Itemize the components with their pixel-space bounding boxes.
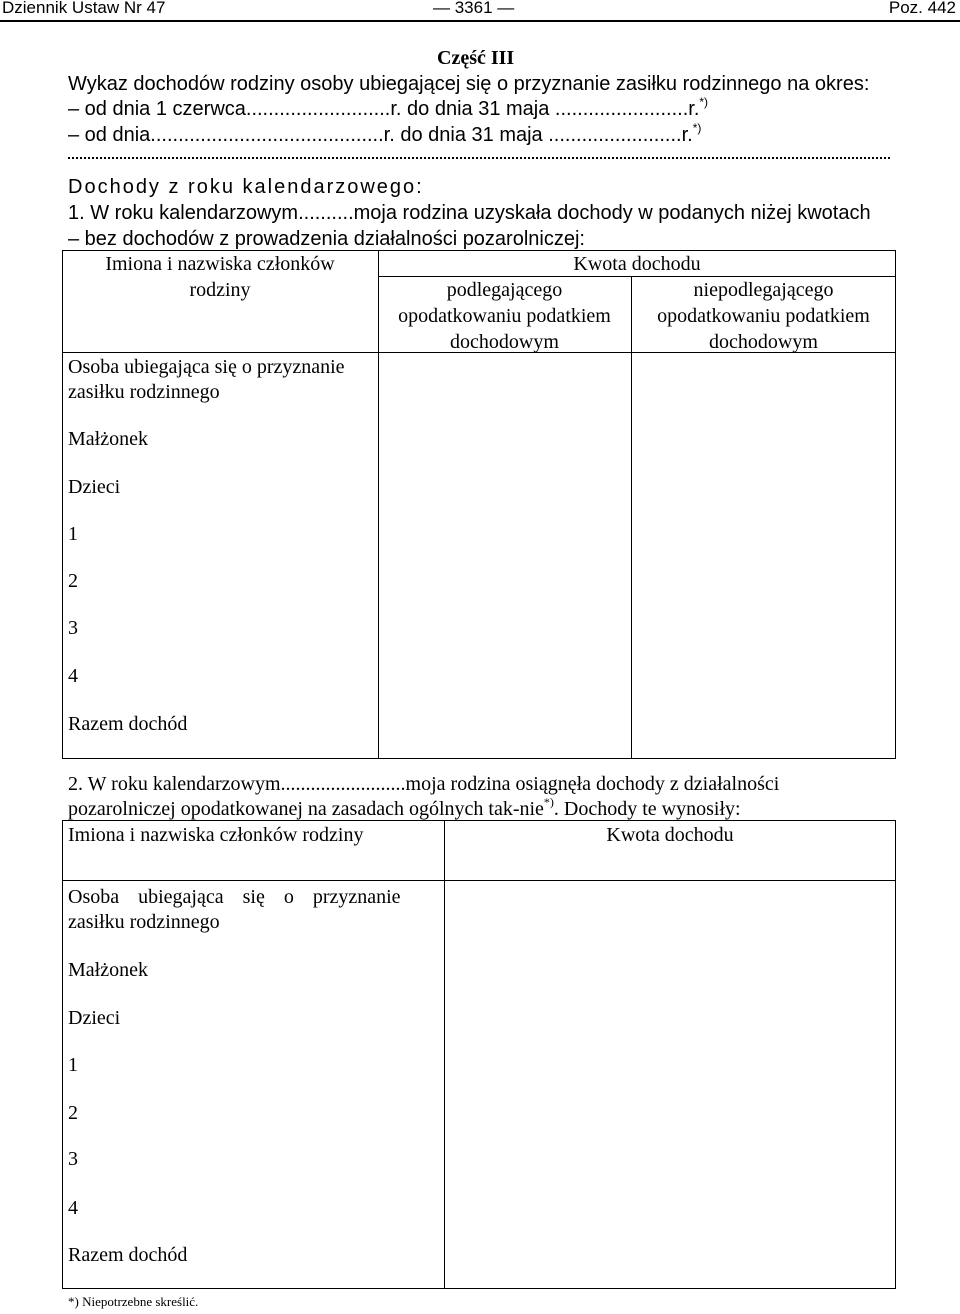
header-rule	[0, 20, 960, 22]
table-1-members-header	[62, 251, 378, 303]
table-2-header-rule	[62, 880, 896, 881]
intro-text: Wykaz dochodów rodziny osoby ubiegającej się o przyznanie zasiłku rodzinnego na okres:	[68, 73, 870, 95]
table-row-label: Osoba ubiegająca się o przyznanie	[68, 356, 345, 378]
table-row-label: 3	[68, 617, 78, 639]
journal-title: Dziennik Ustaw Nr 47	[2, 0, 166, 17]
point-1-line2: – bez dochodów z prowadzenia działalności pozarolniczej:	[68, 228, 585, 250]
members-header-line2: rodziny	[189, 279, 251, 301]
table-row-label: 1	[68, 1054, 78, 1076]
period-2	[68, 123, 701, 149]
table-row-label: Razem dochód	[68, 1244, 188, 1266]
point-2-footnote-marker: *)	[543, 795, 554, 809]
table-row-label: 3	[68, 1148, 78, 1170]
taxed-header-line2: opodatkowaniu podatkiem	[398, 305, 611, 327]
table-row-label: zasiłku rodzinnego	[68, 911, 220, 933]
taxed-header-line3: dochodowym	[450, 331, 559, 353]
table-row-label: 4	[68, 665, 78, 687]
table-row-label: Małżonek	[68, 959, 148, 981]
page-header	[0, 0, 960, 20]
dotted-line	[68, 157, 890, 159]
table-row-label: Dzieci	[68, 1007, 121, 1029]
period-2-footnote-marker: *)	[692, 121, 702, 135]
point-2-line2-text: pozarolniczej opodatkowanej na zasadach ogólnych tak-nie	[68, 798, 544, 820]
table-1-amount-header: Kwota dochodu	[573, 253, 701, 275]
table-1-untaxed-header	[631, 277, 896, 355]
table-row-label: Małżonek	[68, 428, 148, 450]
period-1-footnote-marker: *)	[699, 95, 709, 109]
table-row-label: zasiłku rodzinnego	[68, 381, 220, 403]
untaxed-header-line1: niepodlegającego	[693, 279, 834, 301]
page-number: — 3361 —	[433, 0, 515, 17]
period-1	[68, 97, 708, 123]
table-row-label: Osoba ubiegająca się o przyznanie	[68, 886, 401, 908]
table-row-label: 1	[68, 523, 78, 545]
period-2-text: – od dnia..........................................r. do dnia 31 maja ........................r.	[68, 124, 693, 146]
table-row-label: 2	[68, 570, 78, 592]
point-2-line2-tail: . Dochody te wynosiły:	[553, 798, 741, 820]
period-1-text: – od dnia 1 czerwca..........................r. do dnia 31 maja ........................r.	[68, 98, 700, 120]
table-row-label: 4	[68, 1197, 78, 1219]
untaxed-header-line3: dochodowym	[709, 331, 818, 353]
table-2-amount-header: Kwota dochodu	[606, 824, 734, 846]
position-number: Poz. 442	[888, 0, 956, 17]
members-header-line1: Imiona i nazwiska członków	[105, 253, 335, 275]
table-row-label: Razem dochód	[68, 713, 188, 735]
table-2-divider	[444, 820, 445, 1289]
table-1-taxed-header	[378, 277, 631, 355]
untaxed-header-line2: opodatkowaniu podatkiem	[657, 305, 870, 327]
point-1-line1: 1. W roku kalendarzowym..........moja rodzina uzyskała dochody w podanych niżej kwotach	[68, 202, 871, 224]
point-2-line1: 2. W roku kalendarzowym.........................moja rodzina osiągnęła dochody z działalności	[68, 773, 780, 795]
taxed-header-line1: podlegającego	[446, 279, 563, 301]
table-2-members-header: Imiona i nazwiska członków rodziny	[68, 824, 364, 846]
income-year-label: Dochody z roku kalendarzowego:	[68, 176, 424, 198]
table-row-label: 2	[68, 1102, 78, 1124]
footnote: *) Niepotrzebne skreślić.	[68, 1294, 199, 1309]
table-row-label: Dzieci	[68, 476, 121, 498]
section-title: Część III	[437, 47, 515, 69]
